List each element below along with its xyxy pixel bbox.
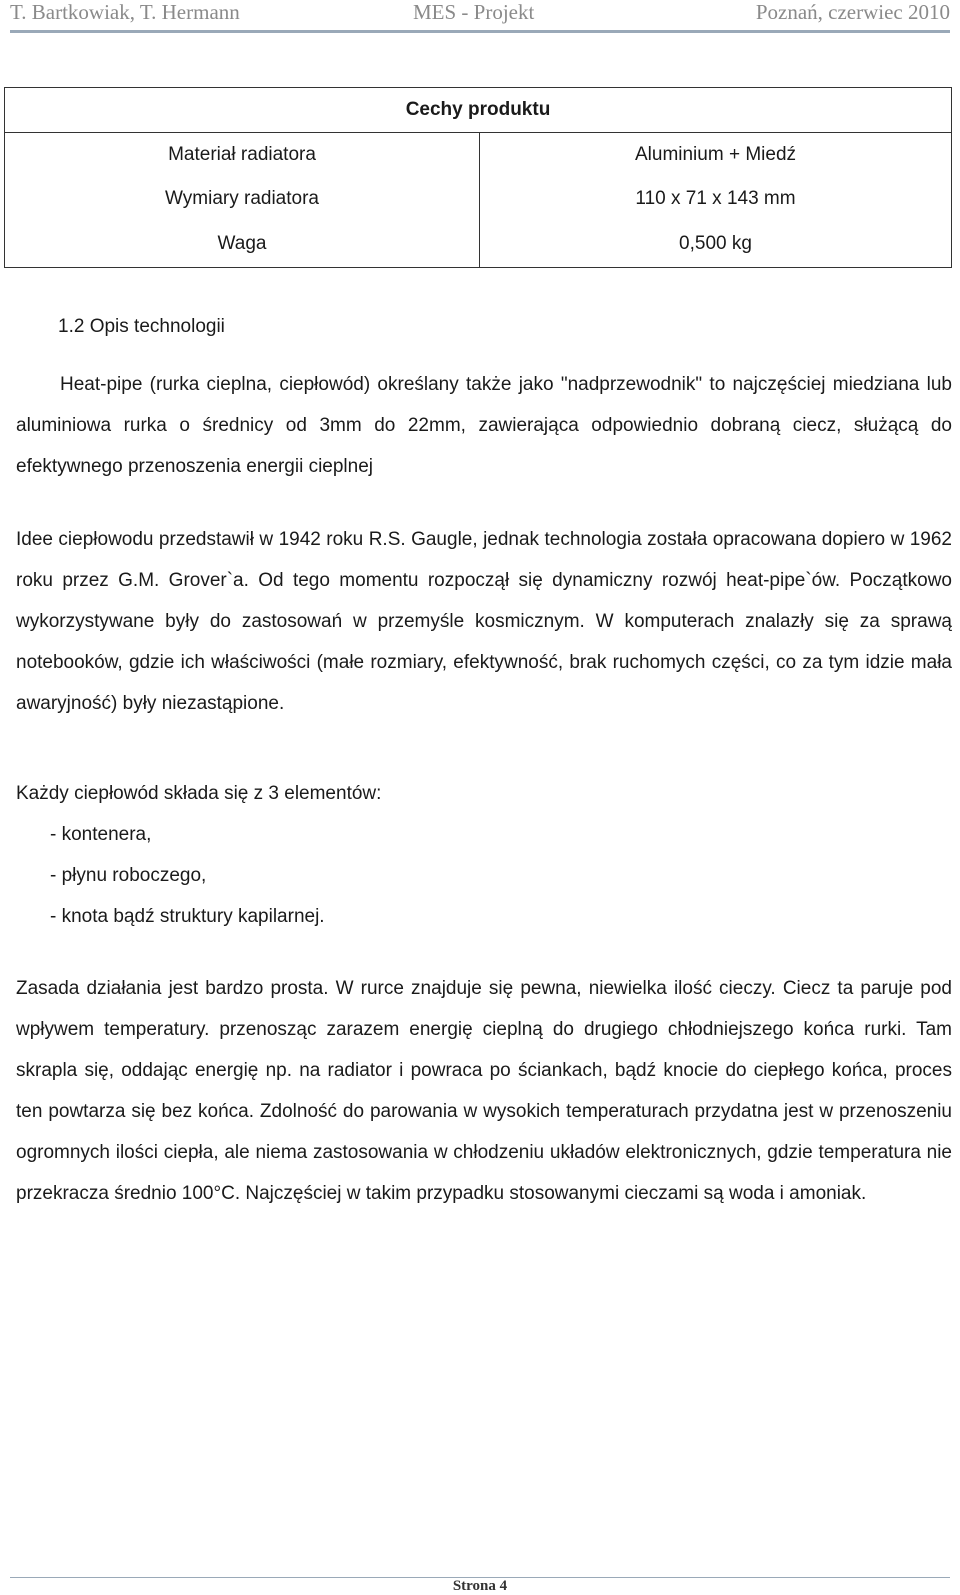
table-cell-label: Wymiary radiatora bbox=[5, 177, 480, 221]
table-cell-value: 0,500 kg bbox=[480, 221, 952, 268]
paragraph-text: Heat-pipe (rurka cieplna, ciepłowód) określany także jako "nadprzewodnik" to najczęściej miedziana lub aluminiowa rurka o średnicy od 3mm do 22mm, zawierająca odpowiednio dobraną ciecz, służącą do efektywnego przenoszenia energii cieplnej bbox=[16, 374, 952, 477]
paragraph bbox=[16, 364, 952, 487]
list-item: - płynu roboczego, bbox=[50, 865, 207, 886]
section-heading bbox=[58, 316, 225, 338]
product-features-table bbox=[4, 87, 952, 268]
paragraph: Każdy ciepłowód składa się z 3 elementów: bbox=[16, 783, 382, 804]
table-row bbox=[5, 221, 952, 268]
header-place-date: Poznań, czerwiec 2010 bbox=[755, 0, 950, 24]
table-title-row bbox=[5, 88, 952, 133]
paragraph: Idee ciepłowodu przedstawił w 1942 roku R.S. Gaugle, jednak technologia została opracowana dopiero w 1962 roku przez G.M. Grover`a. Od tego momentu rozpoczął się dynamiczny rozwój heat-pipe`ów. Początkowo wykorzystywane były do zastosowań w przemyśle kosmicznym. W komputerach znalazły się za sprawą notebooków, gdzie ich właściwości (małe rozmiary, efektywność, brak ruchomych części, co za tym idzie mała awaryjność) były niezastąpione. bbox=[16, 529, 952, 714]
table-cell-label: Waga bbox=[5, 221, 480, 268]
header-authors: T. Bartkowiak, T. Hermann bbox=[10, 0, 240, 24]
list-item: - kontenera, bbox=[50, 824, 152, 845]
table-cell-value: Aluminium + Miedź bbox=[480, 133, 952, 178]
header-divider bbox=[10, 30, 950, 33]
table-title: Cechy produktu bbox=[5, 88, 952, 133]
table-cell-value: 110 x 71 x 143 mm bbox=[480, 177, 952, 221]
page-header bbox=[0, 0, 960, 28]
table-row bbox=[5, 133, 952, 178]
table-row bbox=[5, 177, 952, 221]
element-list bbox=[50, 814, 325, 937]
table-cell-label: Materiał radiatora bbox=[5, 133, 480, 178]
list-item: - knota bądź struktury kapilarnej. bbox=[50, 906, 325, 927]
page-number: Strona 4 bbox=[452, 1578, 508, 1594]
header-title: MES - Projekt bbox=[413, 0, 535, 24]
section-title: Opis technologii bbox=[89, 316, 225, 337]
section-number: 1.2 bbox=[58, 316, 85, 337]
paragraph: Zasada działania jest bardzo prosta. W rurce znajduje się pewna, niewielka ilość cieczy. Ciecz ta paruje pod wpływem temperatury. przenosząc zarazem energię cieplną do drugiego chłodniejszego końca rurki. Tam skrapla się, oddając energię np. na radiator i powraca po ściankach, bądź knocie do ciepłego końca, proces ten powtarza się bez końca. Zdolność do parowania w wysokich temperaturach przydatna jest w przenoszeniu ogromnych ilości ciepła, ale niema zastosowania w chłodzeniu układów elektronicznych, gdzie temperatura nie przekracza średnio 100°C. Najczęściej w takim przypadku stosowanymi cieczami są woda i amoniak. bbox=[16, 978, 952, 1204]
